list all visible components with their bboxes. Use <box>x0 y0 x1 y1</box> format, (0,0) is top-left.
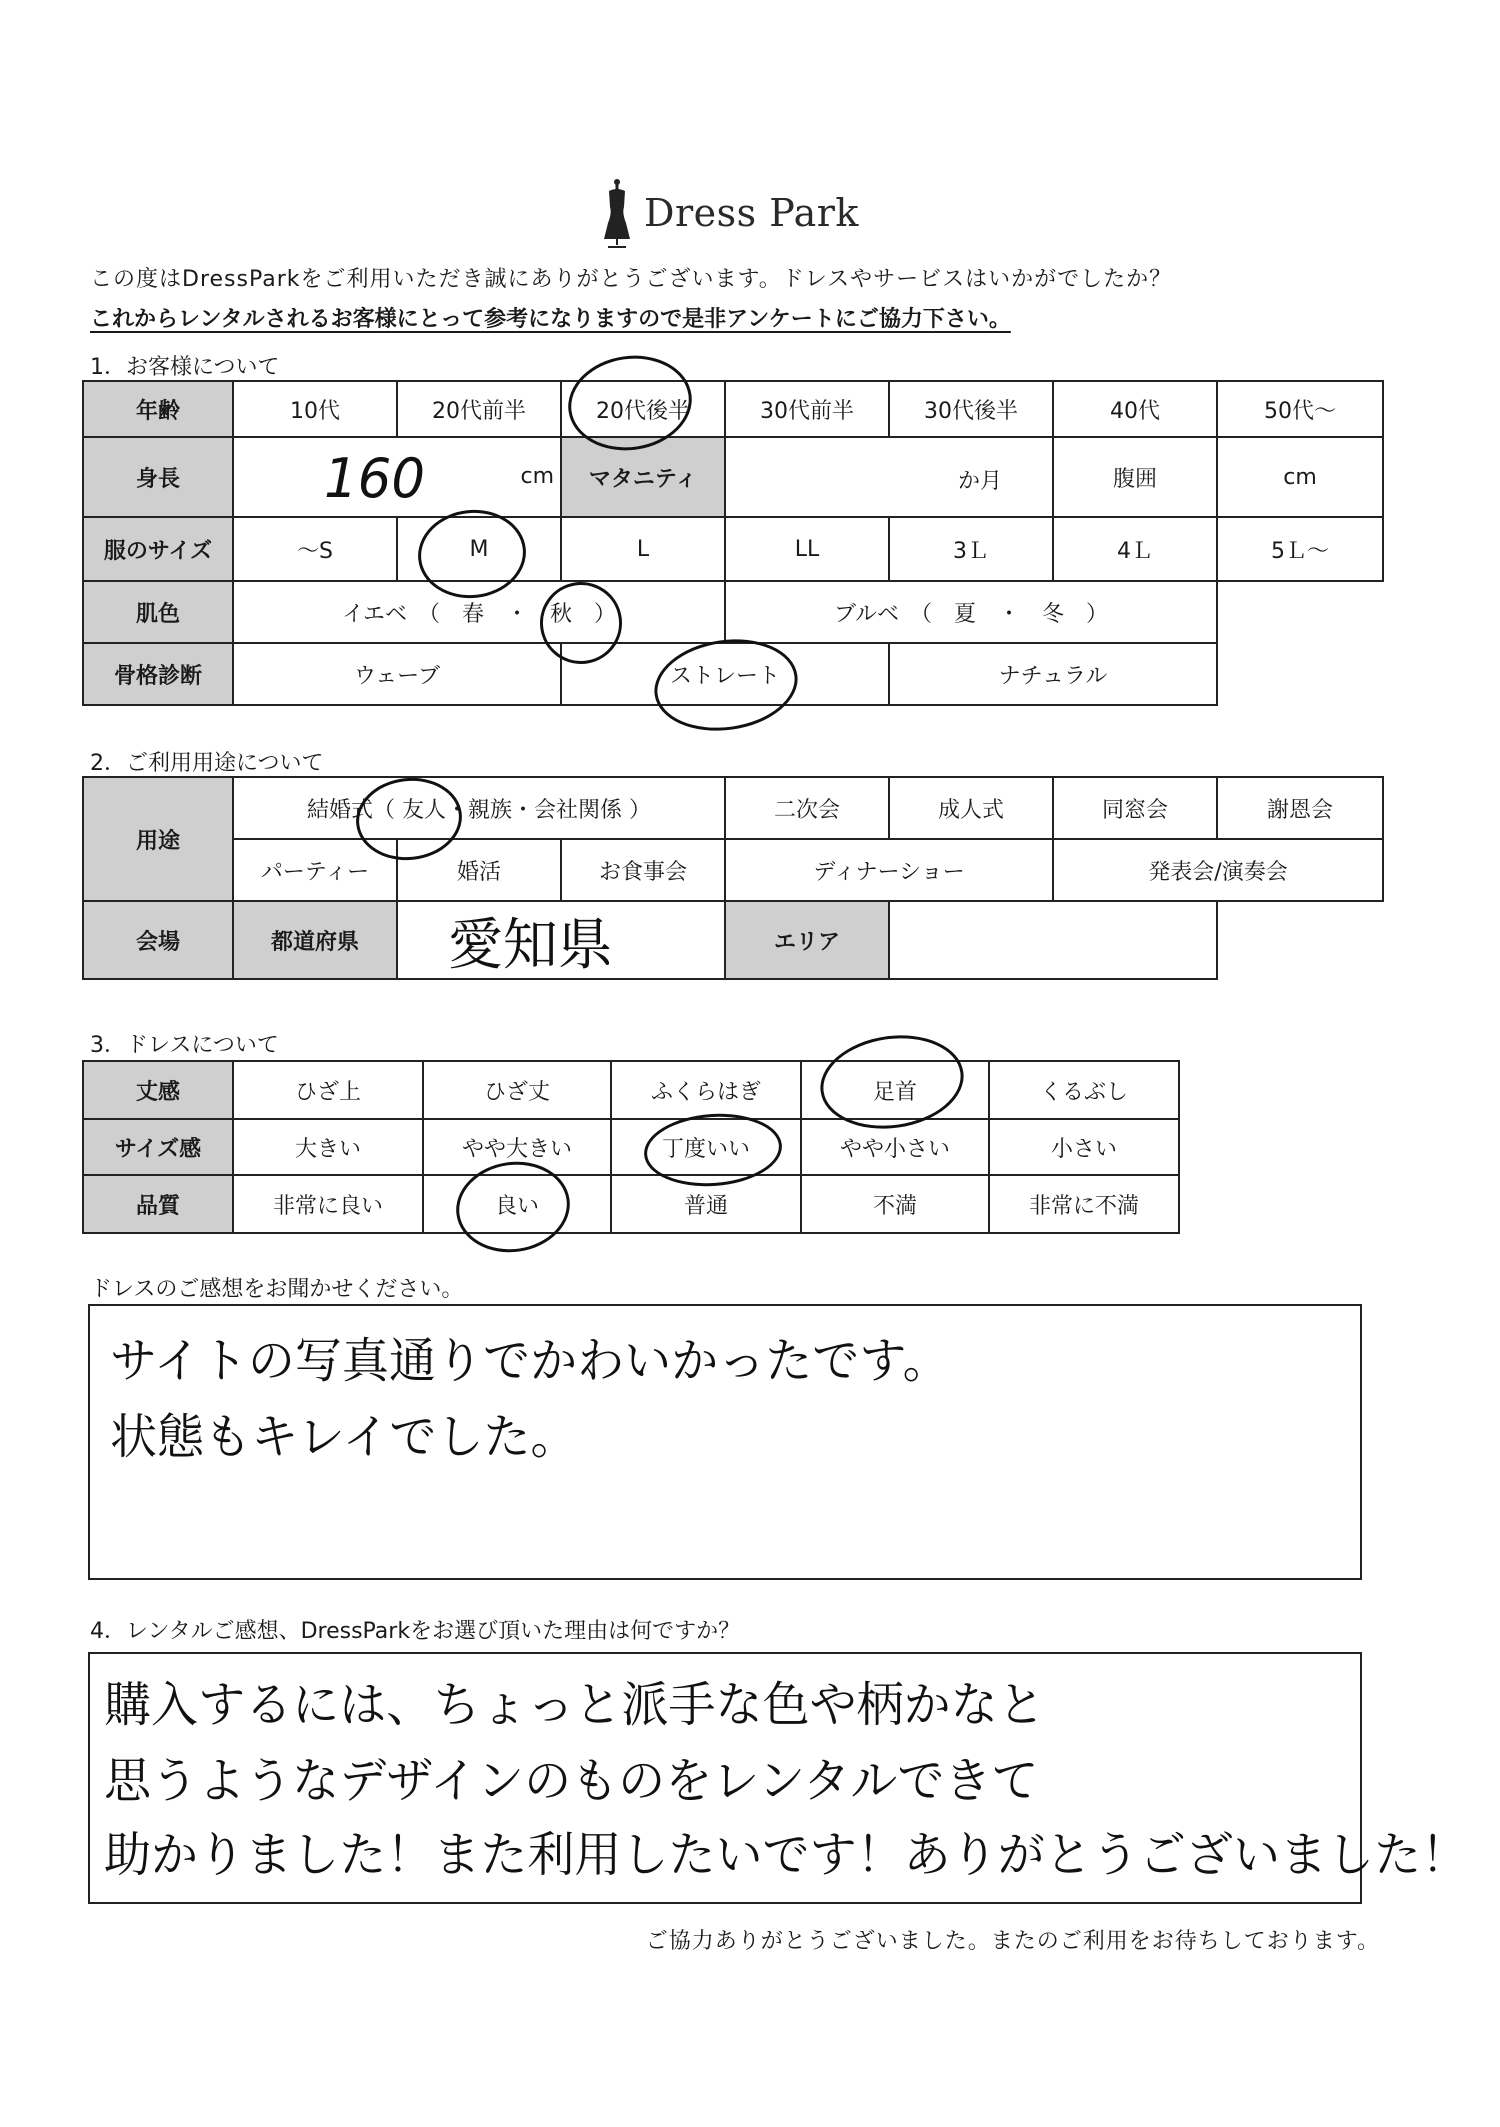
section-4-title: 4．レンタルご感想、DressParkをお選び頂いた理由は何ですか？ <box>90 1619 741 1644</box>
size-option[interactable]: LL <box>725 517 889 581</box>
height-unit: cm <box>520 464 554 489</box>
bone-label: 骨格診断 <box>83 643 233 705</box>
purpose-option[interactable]: 同窓会 <box>1053 777 1217 839</box>
length-label: 丈感 <box>83 1061 233 1119</box>
age-option[interactable]: 40代 <box>1053 381 1217 437</box>
length-option[interactable]: ひざ丈 <box>423 1061 611 1119</box>
size-option[interactable]: M <box>397 517 561 581</box>
rental-comment-line: 助かりました！また利用したいです！ありがとうございました！ <box>104 1827 1469 1883</box>
purpose-option[interactable]: 発表会/演奏会 <box>1053 839 1383 901</box>
size-label: 服のサイズ <box>83 517 233 581</box>
height-field[interactable] <box>233 437 561 517</box>
fit-option[interactable]: 大きい <box>233 1119 423 1175</box>
purpose-label: 用途 <box>83 777 233 901</box>
age-option[interactable]: 20代後半 <box>561 381 725 437</box>
area-field[interactable] <box>889 901 1217 979</box>
fit-option[interactable]: やや大きい <box>423 1119 611 1175</box>
length-option[interactable]: くるぶし <box>989 1061 1179 1119</box>
dress-rating-table <box>82 1060 1180 1234</box>
size-option[interactable]: ～S <box>233 517 397 581</box>
length-option[interactable]: ふくらはぎ <box>611 1061 801 1119</box>
section-1-title: 1．お客様について <box>90 355 280 380</box>
height-value: 160 <box>324 447 426 510</box>
size-option[interactable]: L <box>561 517 725 581</box>
fit-option[interactable]: 小さい <box>989 1119 1179 1175</box>
waist-unit: cm <box>1217 437 1383 517</box>
venue-label: 会場 <box>83 901 233 979</box>
size-option[interactable]: 5Ｌ～ <box>1217 517 1383 581</box>
prefecture-field[interactable] <box>397 901 725 979</box>
length-row <box>83 1061 1179 1119</box>
bone-option[interactable]: ウェーブ <box>233 643 561 705</box>
quality-option[interactable]: 良い <box>423 1175 611 1233</box>
age-option[interactable]: 30代前半 <box>725 381 889 437</box>
prefecture-value: 愛知県 <box>448 913 613 978</box>
prefecture-label: 都道府県 <box>233 901 397 979</box>
dress-form-icon <box>600 177 634 249</box>
intro-line-1: この度はDressParkをご利用いただき誠にありがとうございます。ドレスやサービスはいかがでしたか？ <box>90 267 1173 292</box>
section-3-title: 3．ドレスについて <box>90 1033 279 1058</box>
maternity-field[interactable] <box>725 437 1053 517</box>
dress-comment-line: サイトの写真通りでかわいかったです。 <box>110 1333 950 1389</box>
age-option[interactable]: 20代前半 <box>397 381 561 437</box>
logo-wordmark: Dress Park <box>644 191 859 235</box>
quality-option[interactable]: 非常に不満 <box>989 1175 1179 1233</box>
purpose-row-2 <box>83 839 1383 901</box>
footer-thanks: ご協力ありがとうございました。またのご利用をお待ちしております。 <box>645 1929 1380 1954</box>
months-unit: か月 <box>957 469 1002 494</box>
skin-blue-option[interactable]: ブルベ （ 夏 ・ 冬 ） <box>725 581 1217 643</box>
purpose-option[interactable]: パーティー <box>233 839 397 901</box>
purpose-option[interactable]: 謝恩会 <box>1217 777 1383 839</box>
quality-option[interactable]: 非常に良い <box>233 1175 423 1233</box>
fit-row <box>83 1119 1179 1175</box>
skin-row <box>83 581 1383 643</box>
area-label: エリア <box>725 901 889 979</box>
age-row <box>83 381 1383 437</box>
age-label: 年齢 <box>83 381 233 437</box>
bone-row <box>83 643 1383 705</box>
intro-line-2: これからレンタルされるお客様にとって参考になりますので是非アンケートにご協力下さい。 <box>90 307 1011 332</box>
quality-row <box>83 1175 1179 1233</box>
skin-yellow-option[interactable]: イエベ （ 春 ・ 秋 ） <box>233 581 725 643</box>
dresspark-logo <box>600 168 859 258</box>
rental-comment-line: 購入するには、ちょっと派手な色や柄かなと <box>104 1677 1045 1733</box>
height-row <box>83 437 1383 517</box>
purpose-option[interactable]: ディナーショー <box>725 839 1053 901</box>
purpose-option[interactable]: 結婚式（ 友人・親族・会社関係 ） <box>233 777 725 839</box>
customer-info-table <box>82 380 1384 706</box>
age-option[interactable]: 50代～ <box>1217 381 1383 437</box>
age-option[interactable]: 10代 <box>233 381 397 437</box>
purpose-option[interactable]: 婚活 <box>397 839 561 901</box>
purpose-table <box>82 776 1384 980</box>
quality-label: 品質 <box>83 1175 233 1233</box>
skin-label: 肌色 <box>83 581 233 643</box>
quality-option[interactable]: 不満 <box>801 1175 989 1233</box>
fit-label: サイズ感 <box>83 1119 233 1175</box>
bone-option[interactable]: ナチュラル <box>889 643 1217 705</box>
venue-row <box>83 901 1383 979</box>
dress-comment-box[interactable] <box>88 1304 1362 1580</box>
purpose-option[interactable]: 二次会 <box>725 777 889 839</box>
dress-comment-line: 状態もキレイでした。 <box>110 1409 578 1465</box>
fit-option[interactable]: 丁度いい <box>611 1119 801 1175</box>
height-label: 身長 <box>83 437 233 517</box>
size-option[interactable]: 3Ｌ <box>889 517 1053 581</box>
age-option[interactable]: 30代後半 <box>889 381 1053 437</box>
purpose-option[interactable]: お食事会 <box>561 839 725 901</box>
fit-option[interactable]: やや小さい <box>801 1119 989 1175</box>
size-row <box>83 517 1383 581</box>
rental-comment-line: 思うようなデザインのものをレンタルできて <box>104 1753 1039 1809</box>
quality-option[interactable]: 普通 <box>611 1175 801 1233</box>
section-2-title: 2．ご利用用途について <box>90 751 324 776</box>
length-option[interactable]: 足首 <box>801 1061 989 1119</box>
size-option[interactable]: 4Ｌ <box>1053 517 1217 581</box>
bone-option[interactable]: ストレート <box>561 643 889 705</box>
length-option[interactable]: ひざ上 <box>233 1061 423 1119</box>
maternity-label: マタニティ <box>561 437 725 517</box>
dress-comment-prompt: ドレスのご感想をお聞かせください。 <box>90 1277 464 1302</box>
purpose-row-1 <box>83 777 1383 839</box>
purpose-option[interactable]: 成人式 <box>889 777 1053 839</box>
waist-label: 腹囲 <box>1053 437 1217 517</box>
rental-comment-box[interactable] <box>88 1652 1469 1904</box>
